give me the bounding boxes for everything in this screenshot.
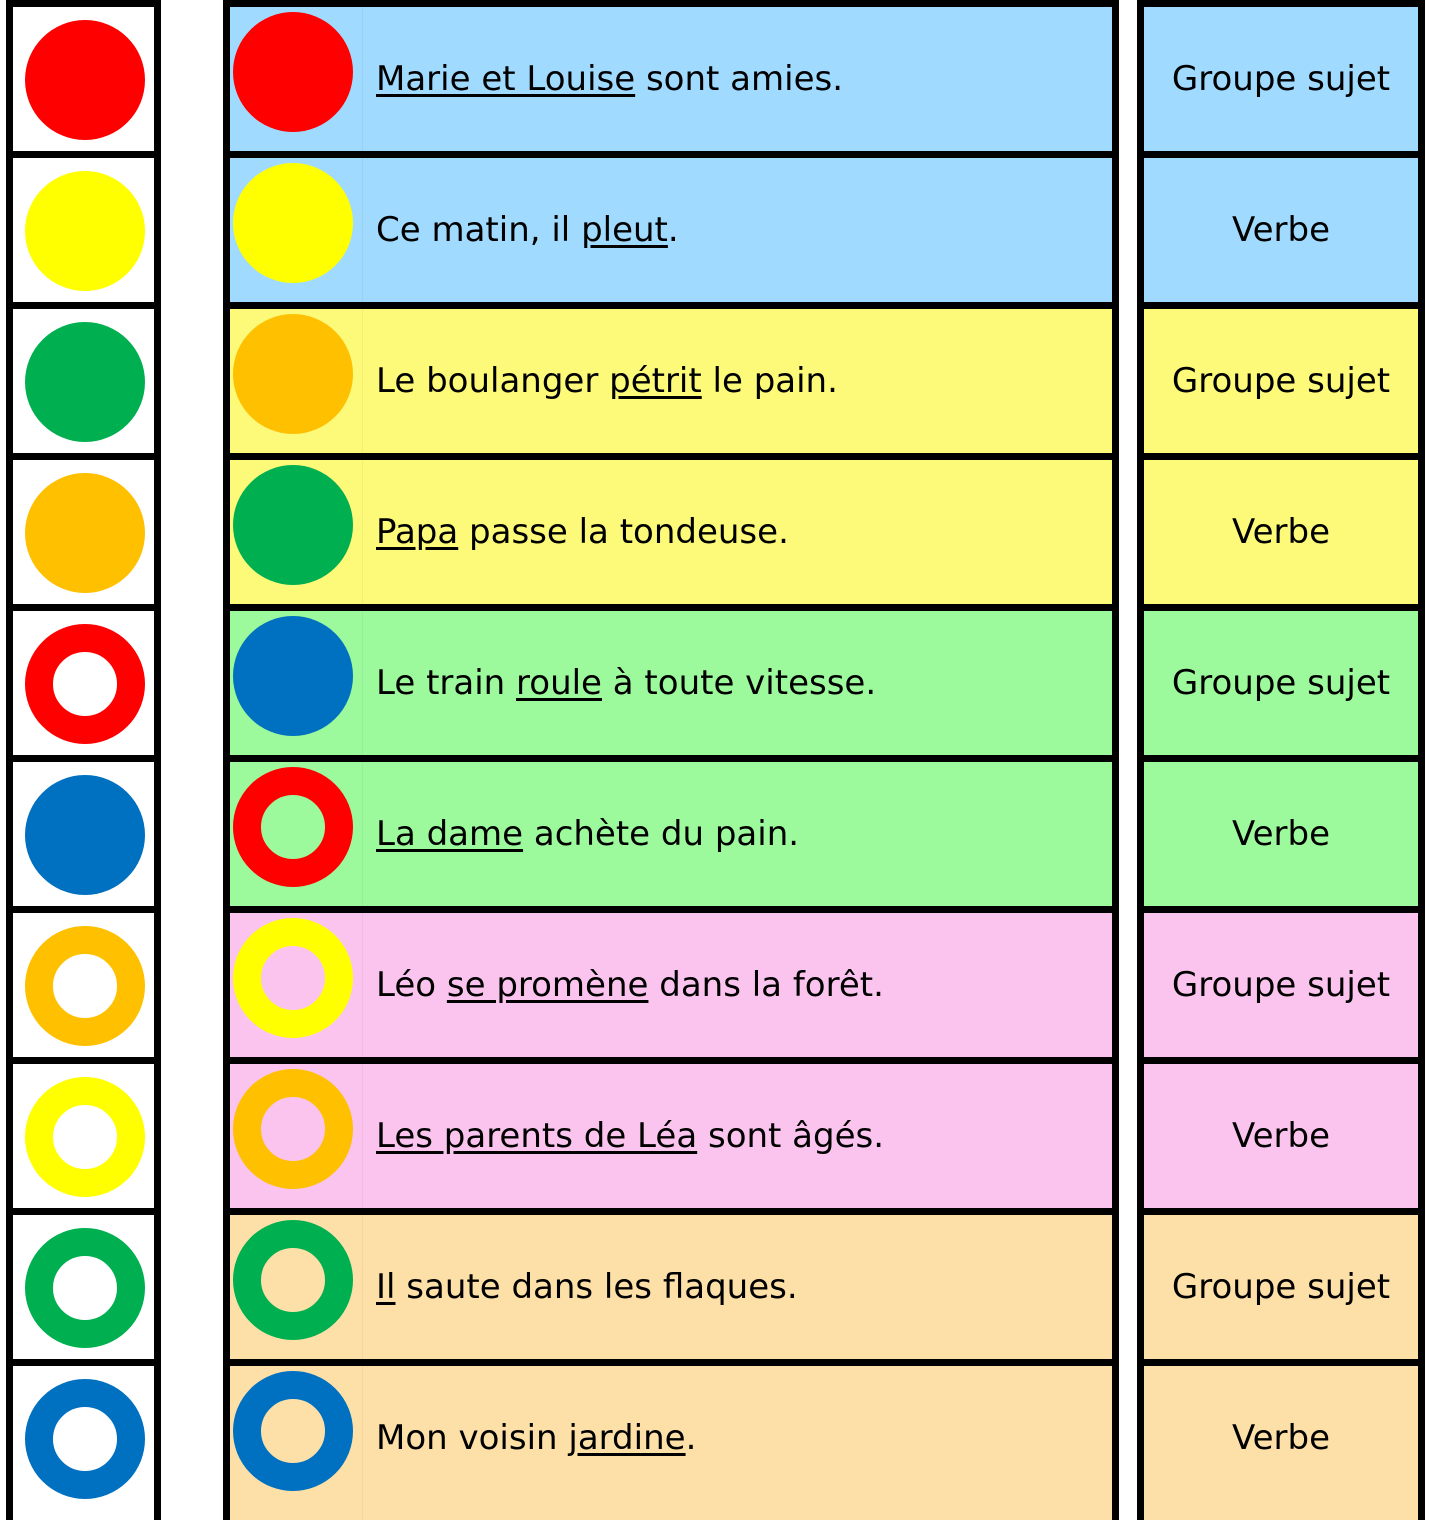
token-card[interactable] <box>6 1359 161 1520</box>
sentence-text <box>376 59 1102 99</box>
orange-ring-icon <box>233 1069 353 1189</box>
plain-segment: sont âgés. <box>697 1116 885 1156</box>
card-divider <box>362 158 363 302</box>
answer-label: Verbe <box>1231 1116 1330 1156</box>
plain-segment: Le boulanger <box>376 361 610 401</box>
token-card[interactable] <box>6 604 161 762</box>
green-filled-circle-icon <box>25 322 145 442</box>
card-divider <box>362 309 363 453</box>
answer-card[interactable] <box>1137 604 1425 762</box>
yellow-ring-icon <box>233 918 353 1038</box>
answer-card[interactable] <box>1137 453 1425 611</box>
underlined-segment: jardine <box>568 1418 686 1458</box>
plain-segment: . <box>685 1418 697 1458</box>
card-divider <box>362 611 363 755</box>
green-ring-icon <box>25 1228 145 1348</box>
plain-segment: à toute vitesse. <box>601 663 877 703</box>
yellow-ring-icon <box>25 1077 145 1197</box>
blue-filled-circle-icon <box>233 616 353 736</box>
plain-segment: saute dans les flaques. <box>395 1267 798 1307</box>
plain-segment: Le train <box>376 663 517 703</box>
underlined-segment: roule <box>516 663 602 703</box>
plain-segment: le pain. <box>701 361 838 401</box>
answer-card[interactable] <box>1137 1057 1425 1215</box>
answer-label: Verbe <box>1231 512 1330 552</box>
token-card[interactable] <box>6 0 161 158</box>
yellow-filled-circle-icon <box>233 163 353 283</box>
sentence-text <box>376 965 1102 1005</box>
answer-label: Verbe <box>1231 1418 1330 1458</box>
red-ring-icon <box>233 767 353 887</box>
answer-card[interactable] <box>1137 151 1425 309</box>
card-divider <box>362 1064 363 1208</box>
underlined-segment: Marie et Louise <box>376 59 636 99</box>
answer-label: Groupe sujet <box>1171 663 1391 703</box>
plain-segment: . <box>667 210 679 250</box>
answer-card[interactable] <box>1137 302 1425 460</box>
yellow-filled-circle-icon <box>25 171 145 291</box>
card-divider <box>362 762 363 906</box>
green-ring-icon <box>233 1220 353 1340</box>
answer-label: Groupe sujet <box>1171 59 1391 99</box>
underlined-segment: pétrit <box>609 361 702 401</box>
orange-ring-icon <box>25 926 145 1046</box>
token-card[interactable] <box>6 906 161 1064</box>
token-card[interactable] <box>6 453 161 611</box>
answer-label: Groupe sujet <box>1171 965 1391 1005</box>
underlined-segment: se promène <box>446 965 649 1005</box>
underlined-segment: La dame <box>376 814 524 854</box>
plain-segment: sont amies. <box>635 59 844 99</box>
token-card[interactable] <box>6 1208 161 1366</box>
answer-card[interactable] <box>1137 0 1425 158</box>
card-divider <box>362 1215 363 1359</box>
answer-card[interactable] <box>1137 1208 1425 1366</box>
sentence-card[interactable] <box>223 1057 1119 1215</box>
card-divider <box>362 460 363 604</box>
token-card[interactable] <box>6 151 161 309</box>
answer-label: Groupe sujet <box>1171 1267 1391 1307</box>
blue-filled-circle-icon <box>25 775 145 895</box>
sentence-card[interactable] <box>223 151 1119 309</box>
answer-card[interactable] <box>1137 906 1425 1064</box>
token-card[interactable] <box>6 302 161 460</box>
token-card[interactable] <box>6 755 161 913</box>
sentence-text <box>376 361 1102 401</box>
plain-segment: achète du pain. <box>523 814 800 854</box>
sentence-text <box>376 814 1102 854</box>
underlined-segment: Papa <box>376 512 459 552</box>
sentence-text <box>376 1116 1102 1156</box>
answer-label: Verbe <box>1231 210 1330 250</box>
sentence-text <box>376 1418 1102 1458</box>
sentence-card[interactable] <box>223 1359 1119 1520</box>
sentence-card[interactable] <box>223 906 1119 1064</box>
red-filled-circle-icon <box>25 20 145 140</box>
blue-ring-icon <box>233 1371 353 1491</box>
sentence-card[interactable] <box>223 755 1119 913</box>
plain-segment: passe la tondeuse. <box>458 512 789 552</box>
sentence-card[interactable] <box>223 302 1119 460</box>
underlined-segment: pleut <box>581 210 668 250</box>
answer-card[interactable] <box>1137 1359 1425 1520</box>
underlined-segment: Les parents de Léa <box>376 1116 698 1156</box>
red-ring-icon <box>25 624 145 744</box>
orange-filled-circle-icon <box>25 473 145 593</box>
sentence-card[interactable] <box>223 0 1119 158</box>
token-card[interactable] <box>6 1057 161 1215</box>
red-filled-circle-icon <box>233 12 353 132</box>
green-filled-circle-icon <box>233 465 353 585</box>
answer-label: Groupe sujet <box>1171 361 1391 401</box>
blue-ring-icon <box>25 1379 145 1499</box>
plain-segment: dans la forêt. <box>648 965 884 1005</box>
answer-label: Verbe <box>1231 814 1330 854</box>
card-divider <box>362 1366 363 1520</box>
sentence-text <box>376 210 1102 250</box>
plain-segment: Mon voisin <box>376 1418 569 1458</box>
underlined-segment: Il <box>376 1267 396 1307</box>
answer-card[interactable] <box>1137 755 1425 913</box>
sentence-text <box>376 1267 1102 1307</box>
plain-segment: Ce matin, il <box>376 210 582 250</box>
sentence-text <box>376 512 1102 552</box>
plain-segment: Léo <box>376 965 447 1005</box>
card-divider <box>362 7 363 151</box>
orange-filled-circle-icon <box>233 314 353 434</box>
sentence-text <box>376 663 1102 703</box>
sentence-card[interactable] <box>223 1208 1119 1366</box>
card-divider <box>362 913 363 1057</box>
sentence-card[interactable] <box>223 604 1119 762</box>
sentence-card[interactable] <box>223 453 1119 611</box>
